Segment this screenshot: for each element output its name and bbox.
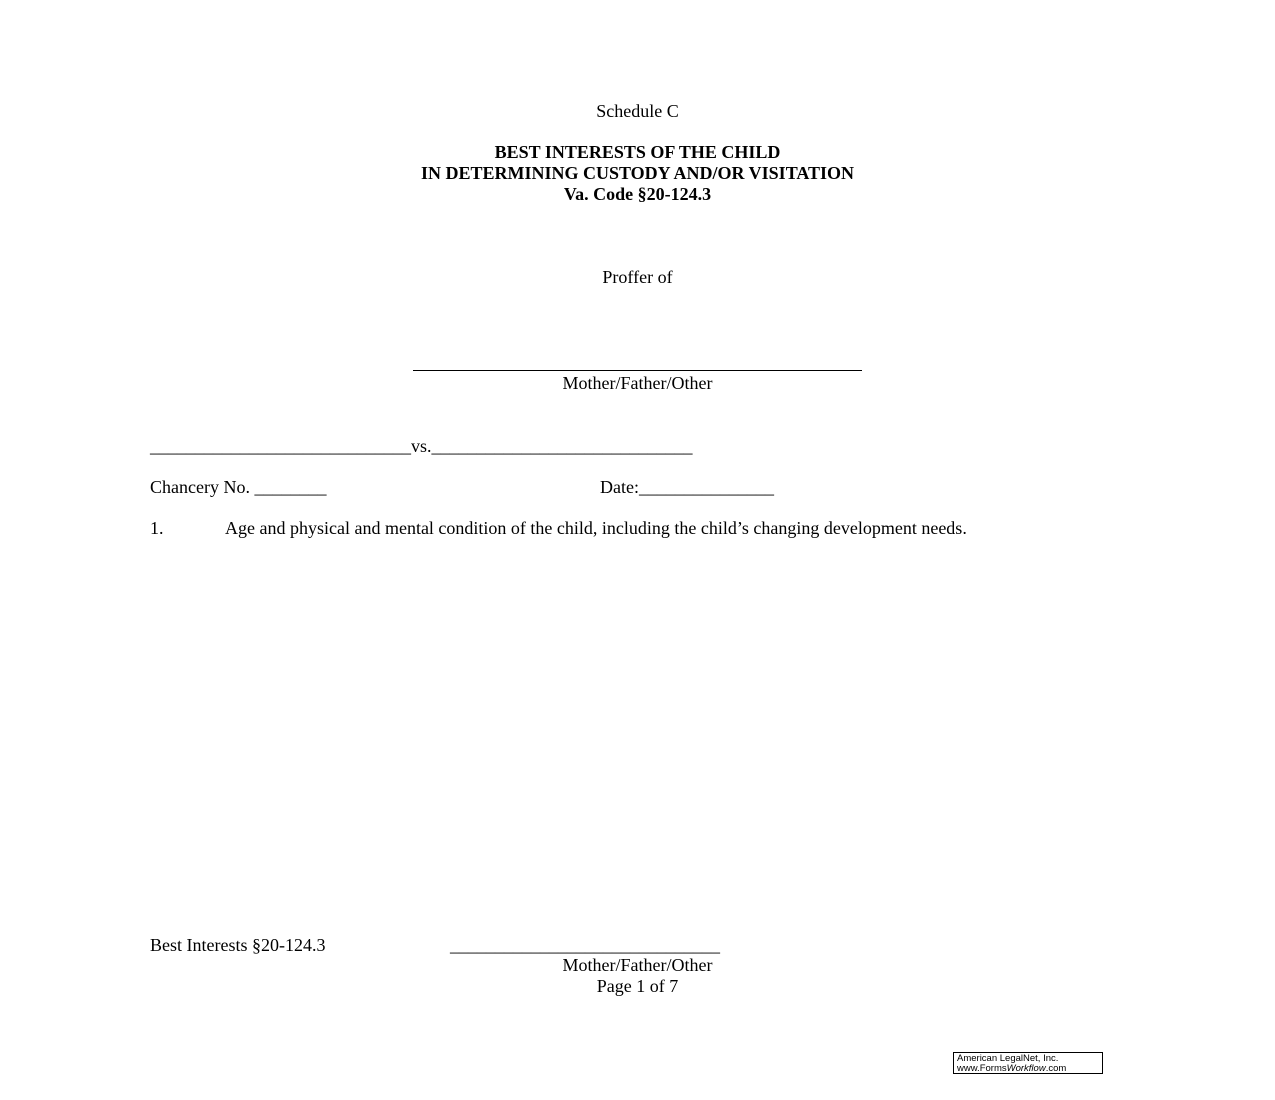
publisher-url-italic: Workflow: [1006, 1063, 1046, 1074]
publisher-name: American LegalNet, Inc.: [957, 1053, 1059, 1064]
party-caption-row: [150, 436, 693, 457]
proffer-signature-line[interactable]: [413, 370, 862, 371]
item-number: 1.: [150, 518, 164, 538]
publisher-url-prefix: www.Forms: [957, 1063, 1007, 1074]
chancery-label: Chancery No.: [150, 477, 250, 497]
proffer-label: Proffer of: [602, 267, 673, 287]
plaintiff-blank[interactable]: _____________________________: [150, 436, 411, 456]
date-label: Date:: [600, 477, 639, 497]
footer-signature-caption: Mother/Father/Other: [562, 955, 713, 975]
footer-signature-blank[interactable]: ______________________________: [450, 935, 720, 955]
proffer-signature-caption: Mother/Father/Other: [562, 373, 713, 393]
publisher-logo: [953, 1052, 1103, 1074]
versus-label: vs.: [411, 436, 432, 456]
document-title-line-1: BEST INTERESTS OF THE CHILD: [494, 142, 781, 162]
document-title-line-2: IN DETERMINING CUSTODY AND/OR VISITATION: [420, 163, 855, 183]
defendant-blank[interactable]: _____________________________: [431, 436, 693, 456]
footer-statute-label: Best Interests §20-124.3: [150, 935, 326, 955]
publisher-url: [957, 1064, 1102, 1074]
chancery-row: [150, 477, 326, 498]
chancery-number-blank[interactable]: ________: [254, 477, 327, 497]
date-blank[interactable]: _______________: [638, 477, 774, 497]
schedule-label: Schedule C: [596, 101, 679, 121]
page-number: Page 1 of 7: [596, 976, 679, 996]
date-row: [600, 477, 774, 498]
item-text: Age and physical and mental condition of the child, including the child’s changing development needs.: [225, 518, 967, 538]
document-title-line-3: Va. Code §20-124.3: [563, 184, 712, 204]
publisher-url-suffix: .com: [1045, 1063, 1067, 1074]
